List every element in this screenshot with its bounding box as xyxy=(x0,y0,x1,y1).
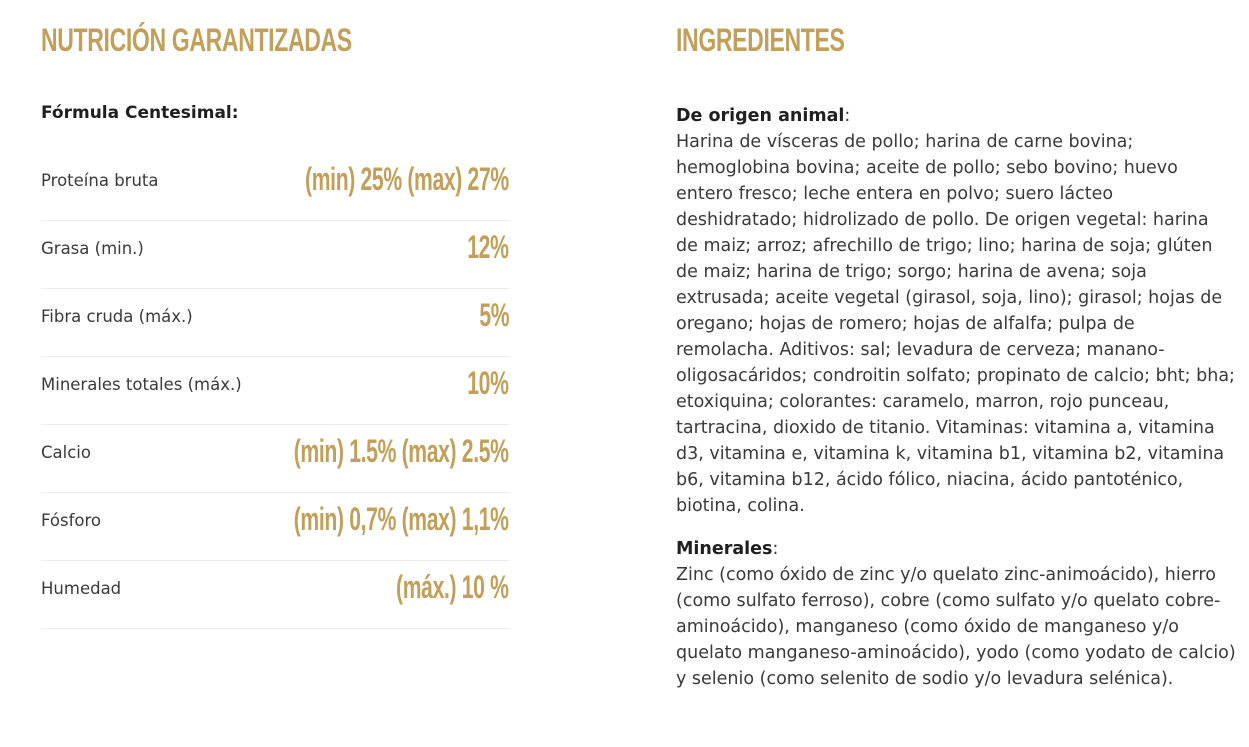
nutrition-value: (máx.) 10 % xyxy=(396,569,509,605)
nutrition-value: 10% xyxy=(467,365,509,401)
ingredients-section xyxy=(676,103,1236,692)
nutrition-value: (min) 1.5% (max) 2.5% xyxy=(294,433,509,469)
nutrition-value: (min) 0,7% (max) 1,1% xyxy=(294,501,509,537)
animal-origin-block xyxy=(676,103,1236,519)
nutrition-value: 12% xyxy=(467,229,509,265)
nutrition-row-calcium xyxy=(41,425,509,493)
nutrition-label: Fósforo xyxy=(41,511,102,530)
minerals-heading xyxy=(676,536,1236,562)
nutrition-value: (min) 25% (max) 27% xyxy=(305,161,509,197)
minerals-block xyxy=(676,536,1236,692)
nutrition-row-protein xyxy=(41,153,509,221)
animal-origin-heading xyxy=(676,103,1236,129)
nutrition-label: Proteína bruta xyxy=(41,171,159,190)
animal-origin-title: De origen animal xyxy=(676,106,845,126)
minerals-text: Zinc (como óxido de zinc y/o quelato zinc-animoácido), hierro (como sulfato ferroso), cobre (como sulfato y/o quelato cobre-aminoácido), manganeso (como óxido de manganeso y/o quelato manganeso-aminoácido), yodo (como yodato de calcio) y selenio (como selenito de sodio y/o levadura selénica). xyxy=(676,565,1236,689)
animal-origin-separator: : xyxy=(844,106,851,126)
formula-subtitle: Fórmula Centesimal: xyxy=(41,103,239,123)
minerals-separator: : xyxy=(772,539,779,559)
nutrition-row-moisture xyxy=(41,561,509,629)
nutrition-label: Humedad xyxy=(41,579,122,598)
nutrition-label: Minerales totales (máx.) xyxy=(41,375,242,394)
nutrition-table xyxy=(41,153,509,629)
nutrition-row-fiber xyxy=(41,289,509,357)
animal-origin-text: Harina de vísceras de pollo; harina de carne bovina; hemoglobina bovina; aceite de pollo; sebo bovino; huevo entero fresco; leche entera en polvo; suero lácteo deshidratado; hidrolizado de pollo. De origen vegetal: harina de maiz; arroz; afrechillo de trigo; lino; harina de soja; glúten de maiz; harina de trigo; sorgo; harina de avena; soja extrusada; aceite vegetal (girasol, soja, lino); girasol; hojas de oregano; hojas de romero; hojas de alfalfa; pulpa de remolacha. Aditivos: sal; levadura de cerveza; manano-oligosacáridos; condroitin solfato; propinato de calcio; bht; bha; etoxiquina; colorantes: caramelo, marron, rojo punceau, tartracina, dioxido de titanio. Vitaminas: vitamina a, vitamina d3, vitamina e, vitamina k, vitamina b1, vitamina b2, vitamina b6, vitamina b12, ácido fólico, niacina, ácido pantoténico, biotina, colina. xyxy=(676,132,1235,516)
nutrition-label: Fibra cruda (máx.) xyxy=(41,307,193,326)
nutrition-row-minerals xyxy=(41,357,509,425)
nutrition-row-phosphorus xyxy=(41,493,509,561)
ingredients-heading: INGREDIENTES xyxy=(676,22,845,58)
nutrition-label: Grasa (min.) xyxy=(41,239,144,258)
nutrition-row-fat xyxy=(41,221,509,289)
nutrition-label: Calcio xyxy=(41,443,91,462)
nutrition-heading: NUTRICIÓN GARANTIZADAS xyxy=(41,22,352,58)
nutrition-value: 5% xyxy=(479,297,509,333)
minerals-title: Minerales xyxy=(676,539,773,559)
